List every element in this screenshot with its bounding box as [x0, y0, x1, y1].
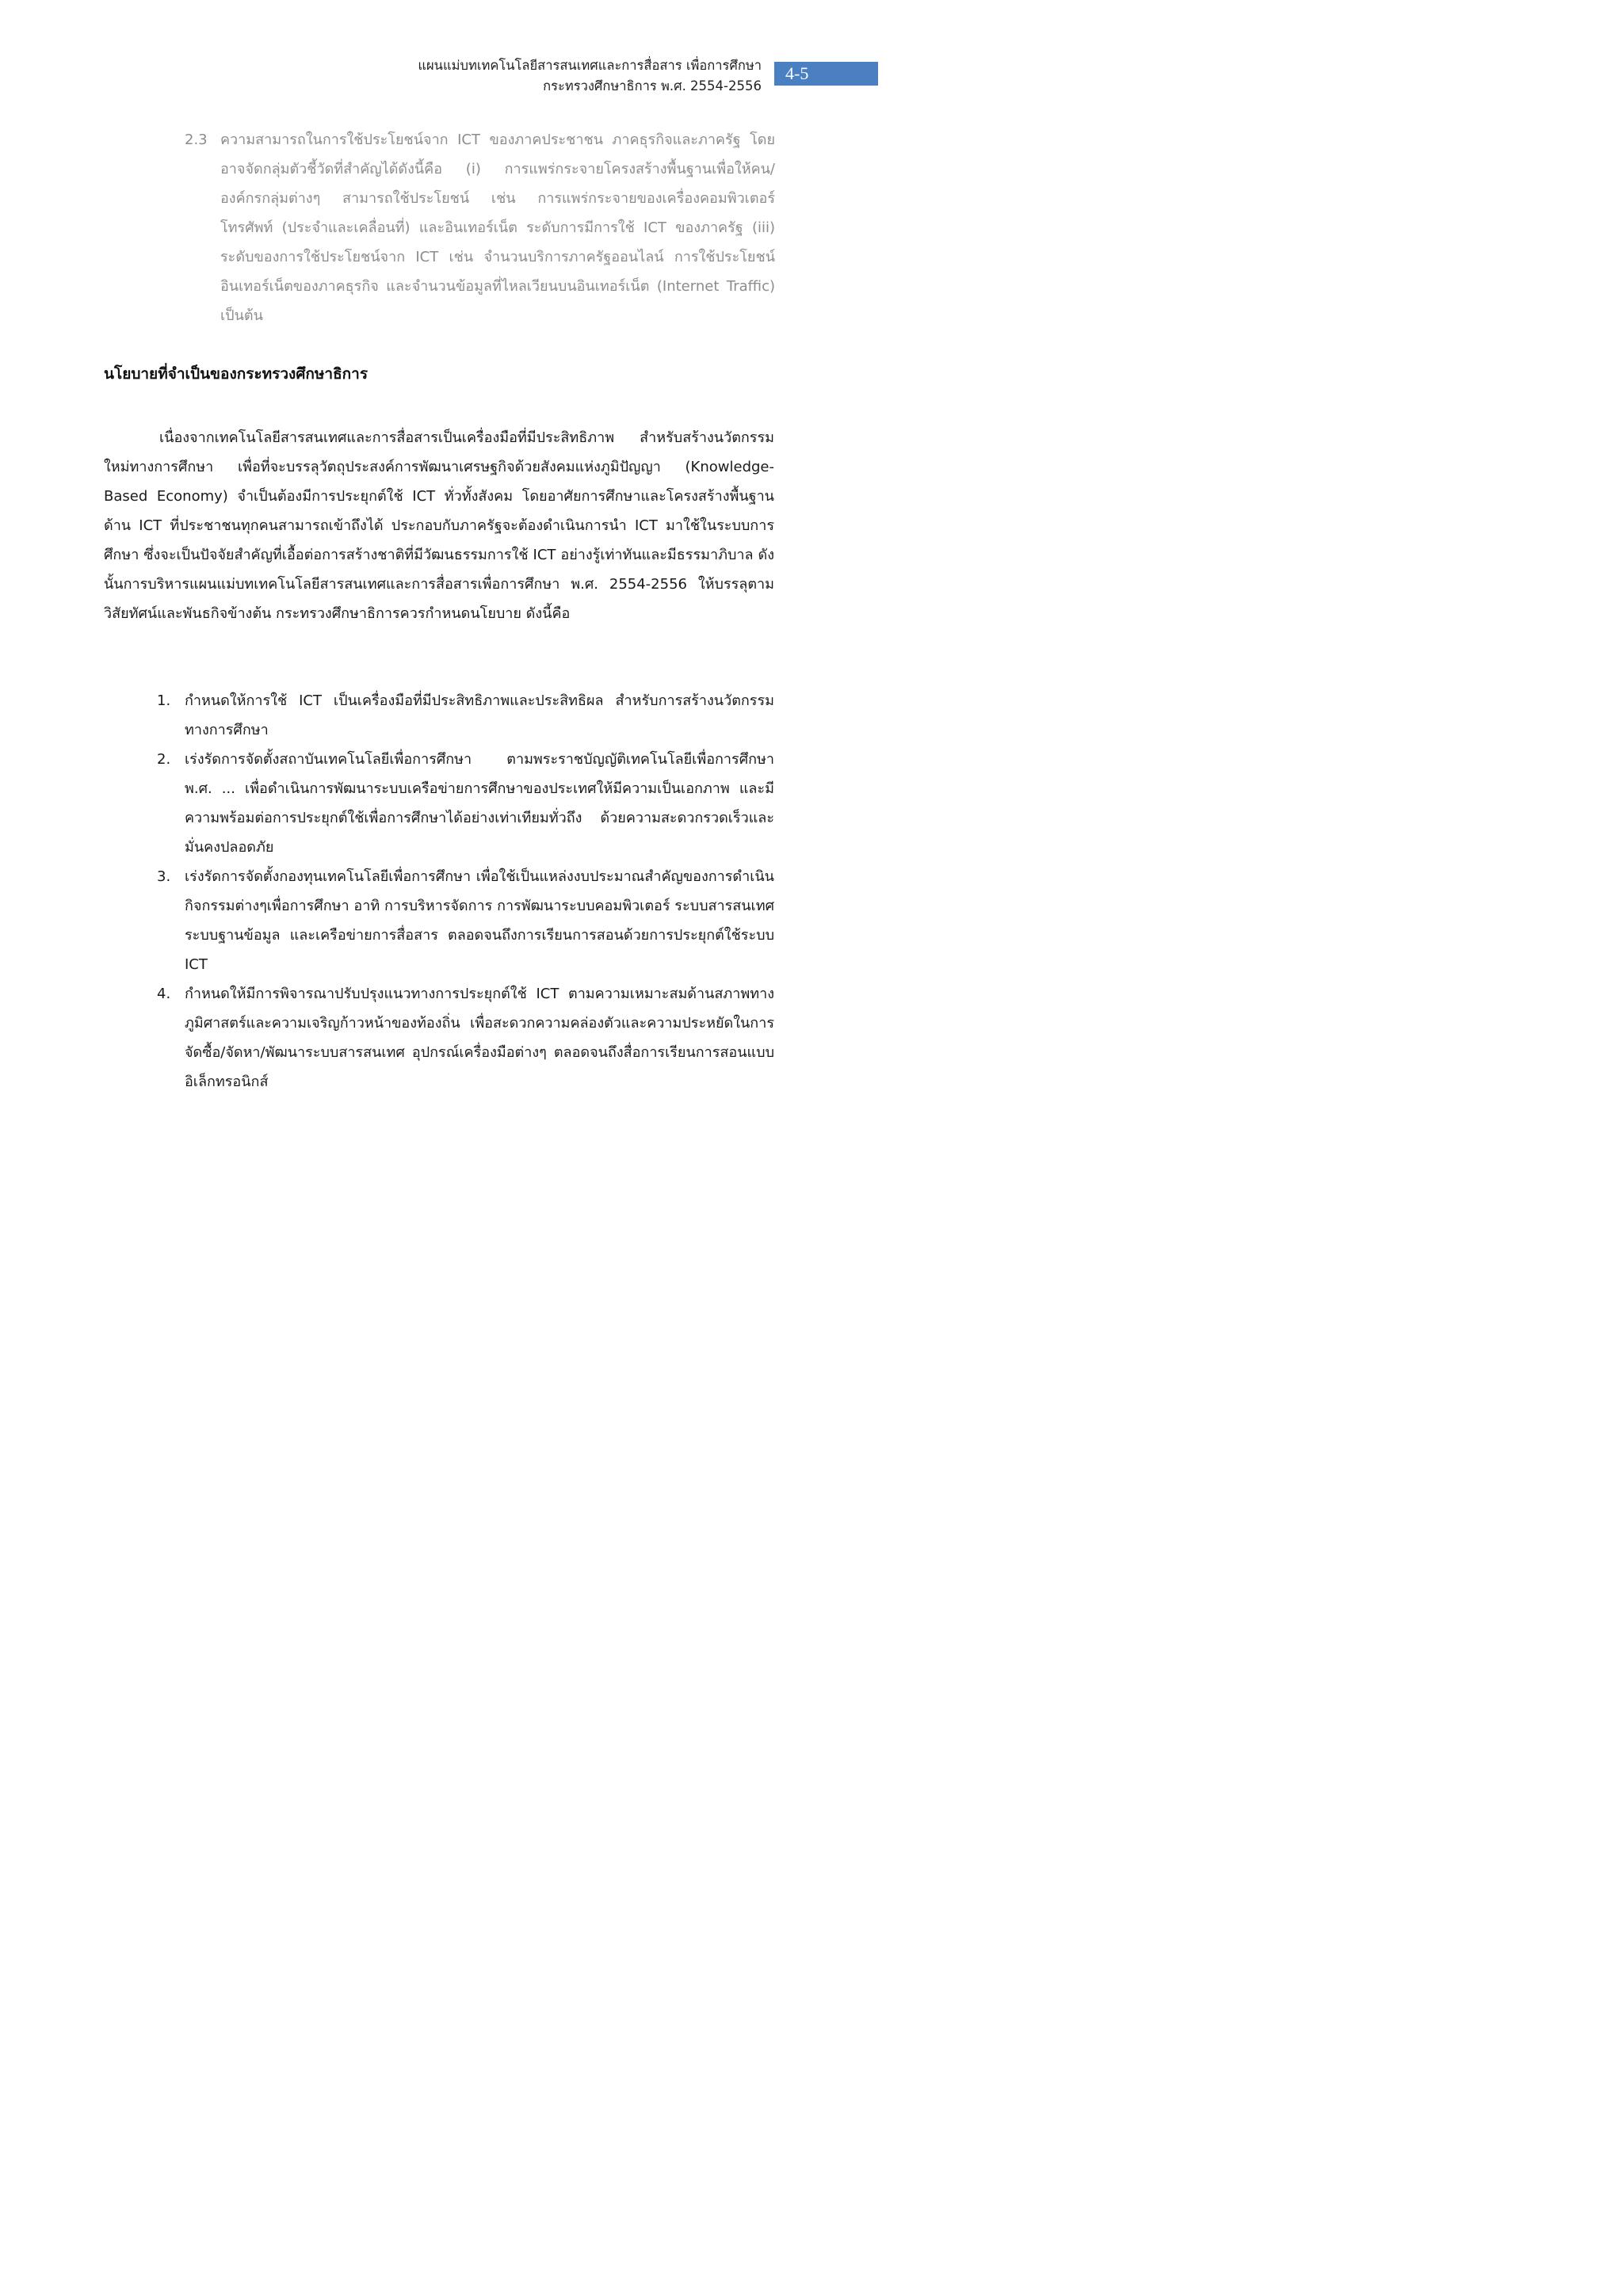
list-text: กำหนดให้มีการพิจารณาปรับปรุงแนวทางการประยุกต์ใช้ ICT ตามความเหมาะสมด้านสภาพทางภูมิศาสตร์และความเจริญก้าวหน้าของท้องถิ่น เพื่อสะดวกความคล่องตัวและความประหยัดในการจัดซื้อ/จัดหา/พัฒนาระบบสารสนเทศ อุปกรณ์เครื่องมือต่างๆ ตลอดจนถึงสื่อการเรียนการสอนแบบอิเล็กทรอนิกส์	[185, 986, 774, 1090]
list-text: เร่งรัดการจัดตั้งกองทุนเทคโนโลยีเพื่อการศึกษา เพื่อใช้เป็นแหล่งงบประมาณสำคัญของการดำเนินกิจกรรมต่างๆเพื่อการศึกษา อาทิ การบริหารจัดการ การพัฒนาระบบคอมพิวเตอร์ ระบบสารสนเทศ ระบบฐานข้อมูล และเครือข่ายการสื่อสาร ตลอดจนถึงการเรียนการสอนด้วยการประยุกต์ใช้ระบบ ICT	[185, 868, 774, 973]
list-item	[157, 686, 774, 745]
list-number: 2.	[157, 751, 171, 768]
header-subtitle: กระทรวงศึกษาธิการ พ.ศ. 2554-2556	[543, 78, 762, 93]
section-heading: นโยบายที่จำเป็นของกระทรวงศึกษาธิการ	[104, 365, 369, 383]
list-number: 1.	[157, 692, 171, 709]
list-item	[157, 862, 774, 979]
header-title: แผนแม่บทเทคโนโลยีสารสนเทศและการสื่อสาร เพื่อการศึกษา	[418, 58, 762, 73]
item-number: 2.3	[185, 132, 208, 148]
page-number-badge: 4-5	[774, 62, 878, 86]
list-text: กำหนดให้การใช้ ICT เป็นเครื่องมือที่มีประสิทธิภาพและประสิทธิผล สำหรับการสร้างนวัตกรรมทางการศึกษา	[185, 692, 774, 738]
list-number: 4.	[157, 986, 171, 1002]
running-header	[418, 55, 762, 97]
body-paragraph: เนื่องจากเทคโนโลยีสารสนเทศและการสื่อสารเป็นเครื่องมือที่มีประสิทธิภาพ สำหรับสร้างนวัตกรรมใหม่ทางการศึกษา เพื่อที่จะบรรลุวัตถุประสงค์การพัฒนาเศรษฐกิจด้วยสังคมแห่งภูมิปัญญา (Knowledge-Based Economy) จำเป็นต้องมีการประยุกต์ใช้ ICT ทั่วทั้งสังคม โดยอาศัยการศึกษาและโครงสร้างพื้นฐานด้าน ICT ที่ประชาชนทุกคนสามารถเข้าถึงได้ ประกอบกับภาครัฐจะต้องดำเนินการนำ ICT มาใช้ในระบบการศึกษา ซึ่งจะเป็นปัจจัยสำคัญที่เอื้อต่อการสร้างชาติที่มีวัฒนธรรมการใช้ ICT อย่างรู้เท่าทันและมีธรรมาภิบาล ดังนั้นการบริหารแผนแม่บทเทคโนโลยีสารสนเทศและการสื่อสารเพื่อการศึกษา พ.ศ. 2554-2556 ให้บรรลุตามวิสัยทัศน์และพันธกิจข้างต้น กระทรวงศึกษาธิการควรกำหนดนโยบาย ดังนี้คือ	[104, 429, 774, 622]
list-text: เร่งรัดการจัดตั้งสถาบันเทคโนโลยีเพื่อการศึกษา ตามพระราชบัญญัติเทคโนโลยีเพื่อการศึกษา พ.ศ. ... เพื่อดำเนินการพัฒนาระบบเครือข่ายการศึกษาของประเทศให้มีความเป็นเอกภาพ และมีความพร้อมต่อการประยุกต์ใช้เพื่อการศึกษาได้อย่างเท่าเทียมทั่วถึง ด้วยความสะดวกรวดเร็วและมั่นคงปลอดภัย	[185, 751, 774, 856]
list-item	[157, 745, 774, 862]
item-text: ความสามารถในการใช้ประโยชน์จาก ICT ของภาคประชาชน ภาคธุรกิจและภาครัฐ โดยอาจจัดกลุ่มตัวชี้วัดที่สำคัญได้ดังนี้คือ (i) การแพร่กระจายโครงสร้างพื้นฐานเพื่อให้คน/องค์กรกลุ่มต่างๆ สามารถใช้ประโยชน์ เช่น การแพร่กระจายของเครื่องคอมพิวเตอร์ โทรศัพท์ (ประจำและเคลื่อนที่) และอินเทอร์เน็ต ระดับการมีการใช้ ICT ของภาครัฐ (iii) ระดับของการใช้ประโยชน์จาก ICT เช่น จำนวนบริการภาครัฐออนไลน์ การใช้ประโยชน์อินเทอร์เน็ตของภาคธุรกิจ และจำนวนข้อมูลที่ไหลเวียนบนอินเทอร์เน็ต (Internet Traffic) เป็นต้น	[220, 132, 775, 324]
policy-list	[157, 686, 774, 1097]
item-2-3	[185, 125, 775, 330]
list-item	[157, 979, 774, 1097]
list-number: 3.	[157, 868, 171, 885]
